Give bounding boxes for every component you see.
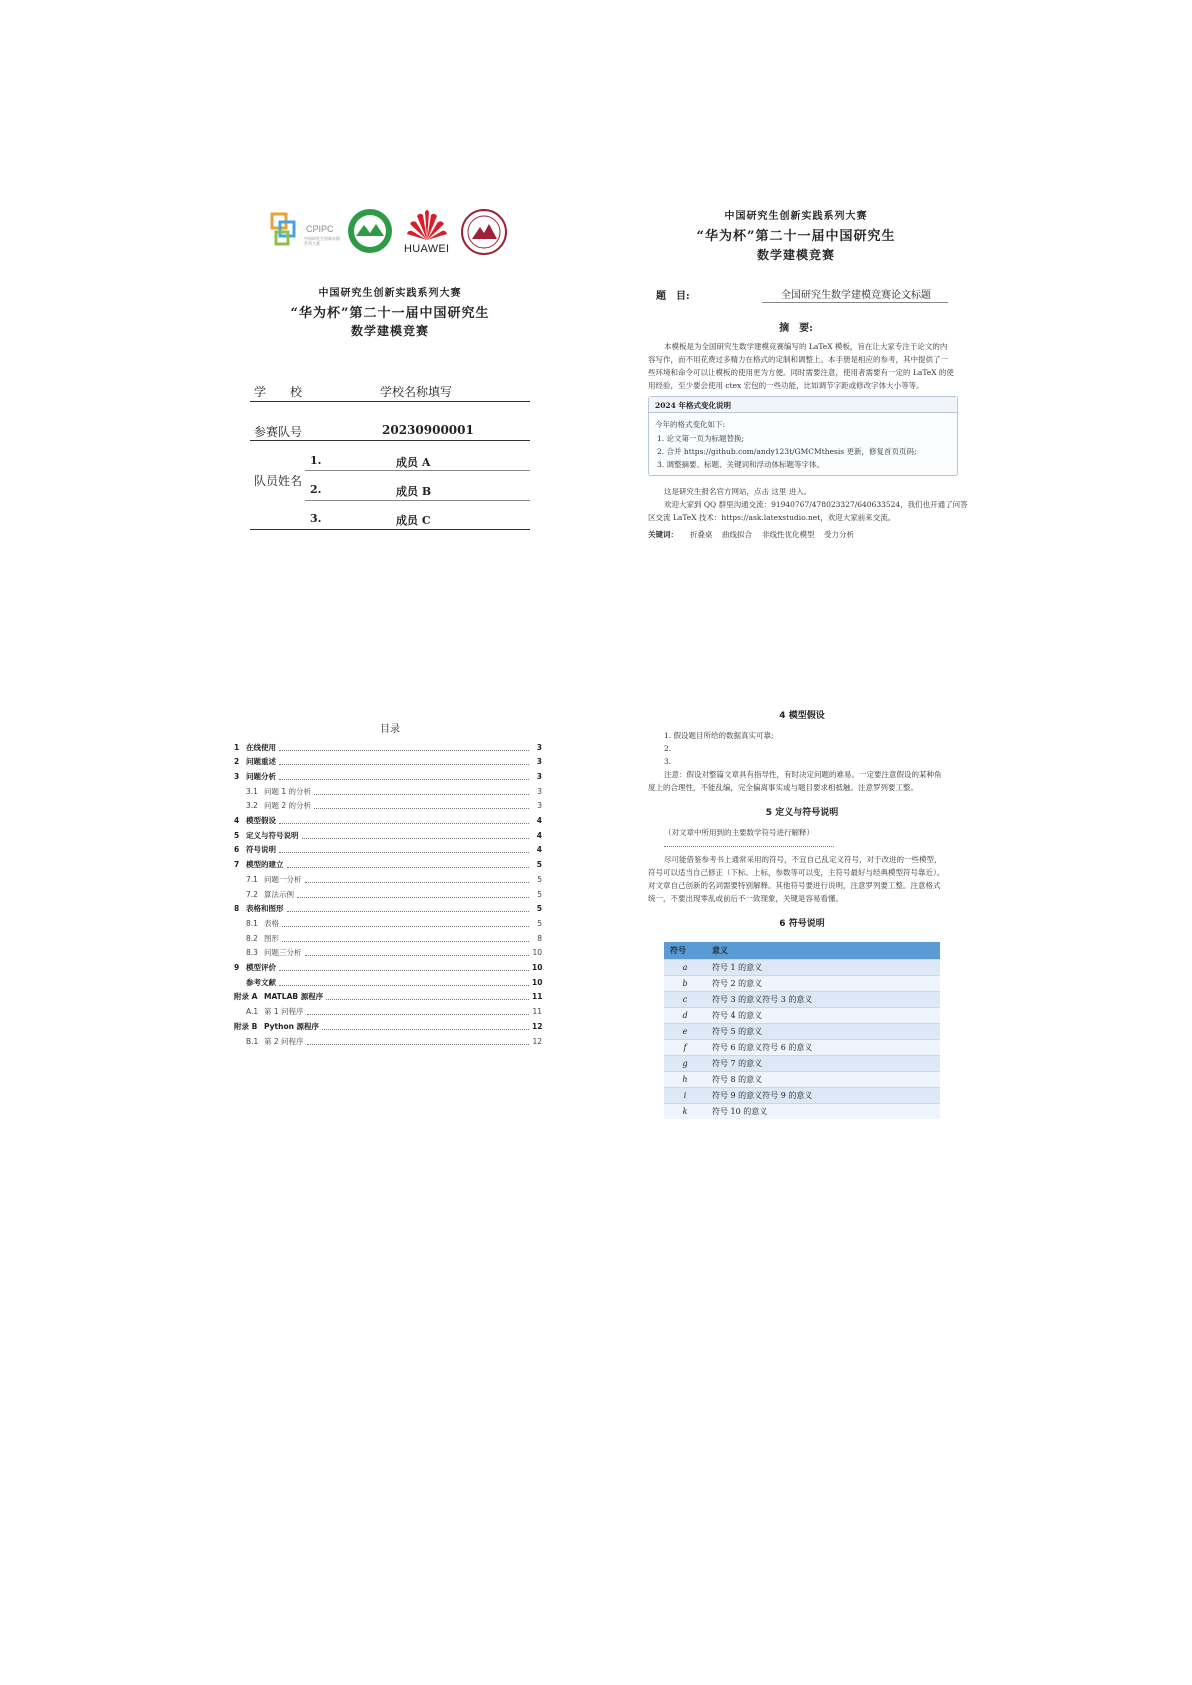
toc-entry-text: 模型假设 <box>246 816 276 825</box>
cover-member-num-2: 2. <box>310 483 322 496</box>
red-seal-logo <box>461 209 507 255</box>
toc-entry-page: 4 <box>536 845 542 855</box>
cover-rule-3 <box>305 470 530 471</box>
toc-entry-number: 1 <box>234 742 240 752</box>
toc-entry-page: 12 <box>532 1021 543 1031</box>
change-box-title: 2024 年格式变化说明 <box>655 401 731 410</box>
keyword-2: 曲线拟合 <box>722 530 752 539</box>
sec4-item-2: 2. <box>664 744 672 753</box>
cpipc-logo <box>270 210 338 256</box>
symbol-cell: g <box>664 1056 706 1072</box>
toc-leader-dots <box>287 861 530 868</box>
toc-entry-number: 5 <box>234 830 240 840</box>
toc-entry-page: 5 <box>537 918 542 928</box>
toc-entry-number: 7.1 <box>246 874 258 884</box>
table-row <box>664 1040 940 1056</box>
sec5-title: 5 定义与符号说明 <box>765 808 839 818</box>
toc-leader-dots <box>279 979 529 986</box>
toc-entry[interactable] <box>234 828 542 842</box>
toc-entry[interactable] <box>234 1019 542 1033</box>
toc-entry-page: 3 <box>536 771 542 781</box>
sec5-line-3: 对文章自己创新的名词需要特别解释。其他符号要进行说明，注意罗列要工整。注意格式 <box>648 881 941 890</box>
toc-entry-text: 问题 2 的分析 <box>264 801 312 811</box>
cpipc-logo-text: CPIPC <box>306 224 334 234</box>
toc-entry-page: 10 <box>532 948 542 958</box>
keyword-3: 非线性优化模型 <box>762 530 815 539</box>
meaning-cell: 符号 4 的意义 <box>706 1008 940 1024</box>
toc-entry-label <box>234 947 302 958</box>
toc-entry-page: 8 <box>537 933 542 943</box>
sec6-title: 6 符号说明 <box>779 919 825 929</box>
after-line-2: 欢迎大家到 QQ 群里沟通交流：91940767/478023327/640633524，我们也开通了问答 <box>664 500 968 509</box>
toc-entry[interactable] <box>234 1005 542 1019</box>
toc-leader-dots <box>279 773 529 780</box>
symbol-cell: f <box>664 1040 706 1056</box>
toc-entry-label <box>234 1036 304 1047</box>
toc-leader-dots <box>326 993 529 1000</box>
toc-leader-dots <box>279 744 529 751</box>
huawei-logo-text: HUAWEI <box>404 243 450 255</box>
symbol-table <box>664 942 940 1119</box>
toc-entry-label <box>234 786 311 797</box>
toc-leader-dots <box>279 817 529 824</box>
cover-member-num-3: 3. <box>310 512 322 525</box>
change-box-item-1: 1. 论文第一页为标题替换; <box>657 434 745 443</box>
meaning-cell: 符号 9 的意义符号 9 的意义 <box>706 1088 940 1104</box>
toc-entry-label <box>234 1021 319 1032</box>
toc-entry-number: 7 <box>234 860 240 870</box>
toc-entry-label <box>234 933 279 944</box>
toc-entry-text: 模型评价 <box>246 963 276 972</box>
toc-entry[interactable] <box>234 814 542 828</box>
toc-entry[interactable] <box>234 843 542 857</box>
toc-entry-label <box>234 844 276 855</box>
cover-member-name-3: 成员 C <box>396 514 431 527</box>
meaning-cell: 符号 1 的意义 <box>706 960 940 976</box>
toc-entry-text: 模型的建立 <box>246 860 284 870</box>
toc-leader-dots <box>305 876 530 883</box>
change-box-item-3: 3. 调整摘要、标题、关键词和浮动体标题等字体。 <box>657 460 825 469</box>
cover-comp-title-1: “华为杯”第二十一届中国研究生 <box>290 306 490 321</box>
toc-entry-number: 6 <box>234 845 240 855</box>
toc-entry[interactable] <box>234 902 542 916</box>
toc-entry-text: 第 2 问程序 <box>264 1036 304 1046</box>
table-row <box>664 1008 940 1024</box>
toc-entry-number: 附录 A <box>234 992 258 1002</box>
keyword-1: 折叠桌 <box>690 530 713 539</box>
cover-member-name-1: 成员 A <box>396 456 431 469</box>
toc-entry-text: 在线使用 <box>246 742 276 752</box>
meaning-cell: 符号 7 的意义 <box>706 1056 940 1072</box>
abstract-comp-title-2: 数学建模竞赛 <box>756 248 835 262</box>
cover-school-label: 学 校 <box>254 385 303 399</box>
toc-entry[interactable] <box>234 740 542 754</box>
cover-team-value: 20230900001 <box>382 423 474 437</box>
toc-entry-number: 7.2 <box>246 889 258 899</box>
change-box-header <box>649 397 957 413</box>
table-row <box>664 1088 940 1104</box>
toc-entry[interactable] <box>234 961 542 975</box>
symbol-cell: d <box>664 1008 706 1024</box>
sec4-item-3: 3. <box>664 757 672 766</box>
change-box-intro: 今年的格式变化如下: <box>655 420 726 429</box>
abstract-line-4: 用经验，至少要会使用 ctex 宏包的一些功能，比如调节字距或修改字体大小等等。 <box>648 381 924 390</box>
toc-leader-dots <box>279 964 529 971</box>
toc-leader-dots <box>279 758 529 765</box>
toc-entry-label <box>234 1006 304 1017</box>
table-row <box>664 1072 940 1088</box>
toc-entry-text: Python 源程序 <box>264 1021 320 1031</box>
toc-entry[interactable] <box>234 858 542 872</box>
sec4-title: 4 模型假设 <box>779 711 825 721</box>
toc-entry[interactable] <box>234 946 542 960</box>
toc-entry-text: 问题三分析 <box>264 948 302 958</box>
cover-rule-2 <box>250 440 530 441</box>
toc-entry-number: 3 <box>234 771 240 781</box>
toc-entry-text: MATLAB 源程序 <box>264 992 324 1002</box>
toc-entry-number: 8 <box>234 904 240 914</box>
toc-entry[interactable] <box>234 887 542 901</box>
sec4-note-1: 注意：假设对整篇文章具有指导性，有时决定问题的难易。一定要注意假设的某种角 <box>664 770 942 779</box>
toc-leader-dots <box>287 905 530 912</box>
toc-entry[interactable] <box>234 799 542 813</box>
abstract-label: 摘 要: <box>779 323 813 334</box>
abstract-series-title: 中国研究生创新实践系列大赛 <box>724 211 868 222</box>
cover-comp-title-2: 数学建模竞赛 <box>350 324 429 338</box>
cover-member-num-1: 1. <box>310 454 322 467</box>
toc-entry-page: 11 <box>532 992 543 1002</box>
toc-entry-label <box>234 771 276 782</box>
cover-series-title: 中国研究生创新实践系列大赛 <box>318 288 462 299</box>
topic-value: 全国研究生数学建模竞赛论文标题 <box>781 290 931 301</box>
toc-entry-page: 10 <box>532 963 543 972</box>
after-line-3: 区交流 LaTeX 技术：https://ask.latexstudio.net，欢迎大家前来交流。 <box>648 513 896 522</box>
toc-entry-text: 问题 1 的分析 <box>264 786 312 796</box>
cover-team-label: 参赛队号 <box>254 425 303 439</box>
toc-entry-number: 4 <box>234 816 240 825</box>
toc-entry-label <box>234 859 284 870</box>
meaning-cell: 符号 3 的意义符号 3 的意义 <box>706 992 940 1008</box>
toc-leader-dots <box>282 920 529 927</box>
table-row <box>664 1104 940 1120</box>
toc-entry[interactable] <box>234 975 542 989</box>
toc-entry-text: 参考文献 <box>246 977 276 987</box>
toc-entry-page: 11 <box>532 1007 542 1017</box>
toc-entry-label <box>234 800 311 811</box>
toc-entry-page: 5 <box>536 860 542 870</box>
toc-entry-text: 定义与符号说明 <box>246 830 299 840</box>
toc-leader-dots <box>282 935 529 942</box>
toc-entry-label <box>234 756 276 767</box>
symbol-cell: h <box>664 1072 706 1088</box>
green-seal-logo <box>347 208 393 254</box>
toc-entry[interactable] <box>234 990 542 1004</box>
symbol-table-header <box>664 942 940 960</box>
toc-entry-number: 9 <box>234 963 240 972</box>
toc-entry-number: 8.3 <box>246 948 258 958</box>
toc-entry[interactable] <box>234 755 542 769</box>
toc-leader-dots <box>314 802 529 809</box>
toc-entry-page: 10 <box>532 977 543 987</box>
toc-entry-page: 3 <box>537 786 542 796</box>
toc-entry-label <box>234 830 299 841</box>
cover-rule-1 <box>250 401 530 402</box>
cover-school-value: 学校名称填写 <box>380 385 453 399</box>
toc-entry-label <box>234 874 302 885</box>
sec5-line-1: 尽可能借鉴参考书上通常采用的符号，不宜自己乱定义符号，对于改进的一些模型， <box>664 855 942 864</box>
cover-rule-4 <box>305 500 530 501</box>
meaning-cell: 符号 6 的意义符号 6 的意义 <box>706 1040 940 1056</box>
toc-entry-page: 5 <box>536 904 542 914</box>
toc-leader-dots <box>307 1038 529 1045</box>
toc-entry-text: 问题重述 <box>246 757 276 767</box>
symbol-cell: e <box>664 1024 706 1040</box>
cover-member-name-2: 成员 B <box>396 485 432 498</box>
cover-rule-5 <box>250 529 530 530</box>
topic-label: 题 目: <box>656 291 690 302</box>
toc-entry[interactable] <box>234 931 542 945</box>
toc-leader-dots <box>305 949 530 956</box>
toc-entry-text: 表格 <box>264 918 279 928</box>
toc-entry-number: 3.2 <box>246 801 258 811</box>
toc-entry-text: 图形 <box>264 933 279 943</box>
toc-entry-text: 问题一分析 <box>264 874 302 884</box>
sec5-line-2: 符号可以适当自己修正（下标、上标，参数等可以变，主符号最好与经典模型符号靠近）。 <box>648 868 945 877</box>
table-row <box>664 976 940 992</box>
toc-leader-dots <box>297 891 529 898</box>
huawei-logo <box>402 206 452 258</box>
toc-entry[interactable] <box>234 784 542 798</box>
sec5-line-4: 统一，不要出现零乱或前后不一致现象，关键是容易看懂。 <box>648 894 843 903</box>
toc-entry-page: 4 <box>536 830 542 840</box>
sec5-dotted-rule <box>664 846 834 847</box>
abstract-line-3: 些环境和命令可以让模板的使用更为方便。同时需要注意，使用者需要有一定的 LaTeX 的使 <box>648 368 954 377</box>
toc-entry-number: B.1 <box>246 1036 259 1046</box>
toc-entry-label <box>234 742 276 753</box>
toc-leader-dots <box>307 1008 529 1015</box>
symbol-cell: k <box>664 1104 706 1120</box>
toc-entry-page: 3 <box>537 801 542 811</box>
toc-entry-page: 5 <box>537 889 542 899</box>
toc-entry-text: 算法示例 <box>264 889 294 899</box>
abstract-line-1: 本模板是为全国研究生数学建模竞赛编写的 LaTeX 模板，旨在让大家专注于论文的内 <box>664 342 948 351</box>
symbol-cell: b <box>664 976 706 992</box>
abstract-comp-title-1: “华为杯”第二十一届中国研究生 <box>696 229 896 244</box>
toc-entry[interactable] <box>234 769 542 783</box>
toc-entry-page: 12 <box>532 1036 542 1046</box>
topic-underline <box>762 302 948 303</box>
sec4-item-1: 1. 假设题目所给的数据真实可靠; <box>664 731 774 740</box>
meaning-cell: 符号 5 的意义 <box>706 1024 940 1040</box>
toc-entry-label <box>234 977 276 988</box>
toc-entry-label <box>234 903 284 914</box>
symbol-table-body <box>664 960 940 1120</box>
sec4-note-2: 度上的合理性，不能乱编，完全偏离事实或与题目要求相抵触。注意罗列要工整。 <box>648 783 918 792</box>
toc-leader-dots <box>322 1023 529 1030</box>
header-symbol: 符号 <box>664 942 706 960</box>
toc-title: 目录 <box>380 724 400 735</box>
symbol-cell: c <box>664 992 706 1008</box>
toc-leader-dots <box>314 788 529 795</box>
toc-entry-label <box>234 991 323 1002</box>
toc-entry-number: 8.1 <box>246 918 258 928</box>
toc-entry-label <box>234 815 276 826</box>
table-row <box>664 960 940 976</box>
meaning-cell: 符号 2 的意义 <box>706 976 940 992</box>
header-meaning: 意义 <box>706 942 940 960</box>
cover-members-label: 队员姓名 <box>254 474 303 488</box>
symbol-cell: i <box>664 1088 706 1104</box>
toc-entry-text: 问题分析 <box>246 771 276 781</box>
table-row <box>664 1024 940 1040</box>
toc-leader-dots <box>279 846 529 853</box>
symbol-cell: a <box>664 960 706 976</box>
toc-entry[interactable] <box>234 1034 542 1048</box>
toc-entry-number: 8.2 <box>246 933 258 943</box>
change-box <box>648 396 958 476</box>
toc-entry-number: 附录 B <box>234 1021 258 1031</box>
toc-entry-number: 3.1 <box>246 786 258 796</box>
table-row <box>664 1056 940 1072</box>
toc-entry-text: 表格和图形 <box>246 904 284 914</box>
toc-entry-label <box>234 889 294 900</box>
toc-entry-page: 3 <box>536 757 542 767</box>
change-box-item-2: 2. 合并 https://github.com/andy123t/GMCMthesis 更新，修复首页页码; <box>657 447 917 456</box>
toc-entry-label <box>234 918 279 929</box>
meaning-cell: 符号 10 的意义 <box>706 1104 940 1120</box>
toc-entry-page: 3 <box>536 742 542 752</box>
meaning-cell: 符号 8 的意义 <box>706 1072 940 1088</box>
toc-entry[interactable] <box>234 916 542 930</box>
toc-entry-page: 5 <box>537 874 542 884</box>
sec5-note: （对文章中所用到的主要数学符号进行解释） <box>664 828 814 837</box>
toc-entry[interactable] <box>234 872 542 886</box>
after-line-1: 这是研究生报名官方网站，点击 这里 进入。 <box>664 487 812 496</box>
toc-leader-dots <box>302 832 530 839</box>
toc-entry-text: 符号说明 <box>246 845 276 855</box>
keyword-4: 受力分析 <box>824 530 854 539</box>
table-row <box>664 992 940 1008</box>
toc-entry-number: 2 <box>234 757 240 767</box>
keywords-label: 关键词： <box>648 530 678 539</box>
toc-entry-page: 4 <box>536 816 542 825</box>
abstract-line-2: 容写作，而不用花费过多精力在格式的定制和调整上。本手册是相应的参考，其中提供了一 <box>648 355 948 364</box>
cpipc-logo-sub: 中国研究生创新实践系列大赛 <box>304 236 340 246</box>
toc-entry-text: 第 1 问程序 <box>264 1007 304 1017</box>
toc-entry-label <box>234 962 276 973</box>
toc-entry-number: A.1 <box>246 1007 259 1017</box>
